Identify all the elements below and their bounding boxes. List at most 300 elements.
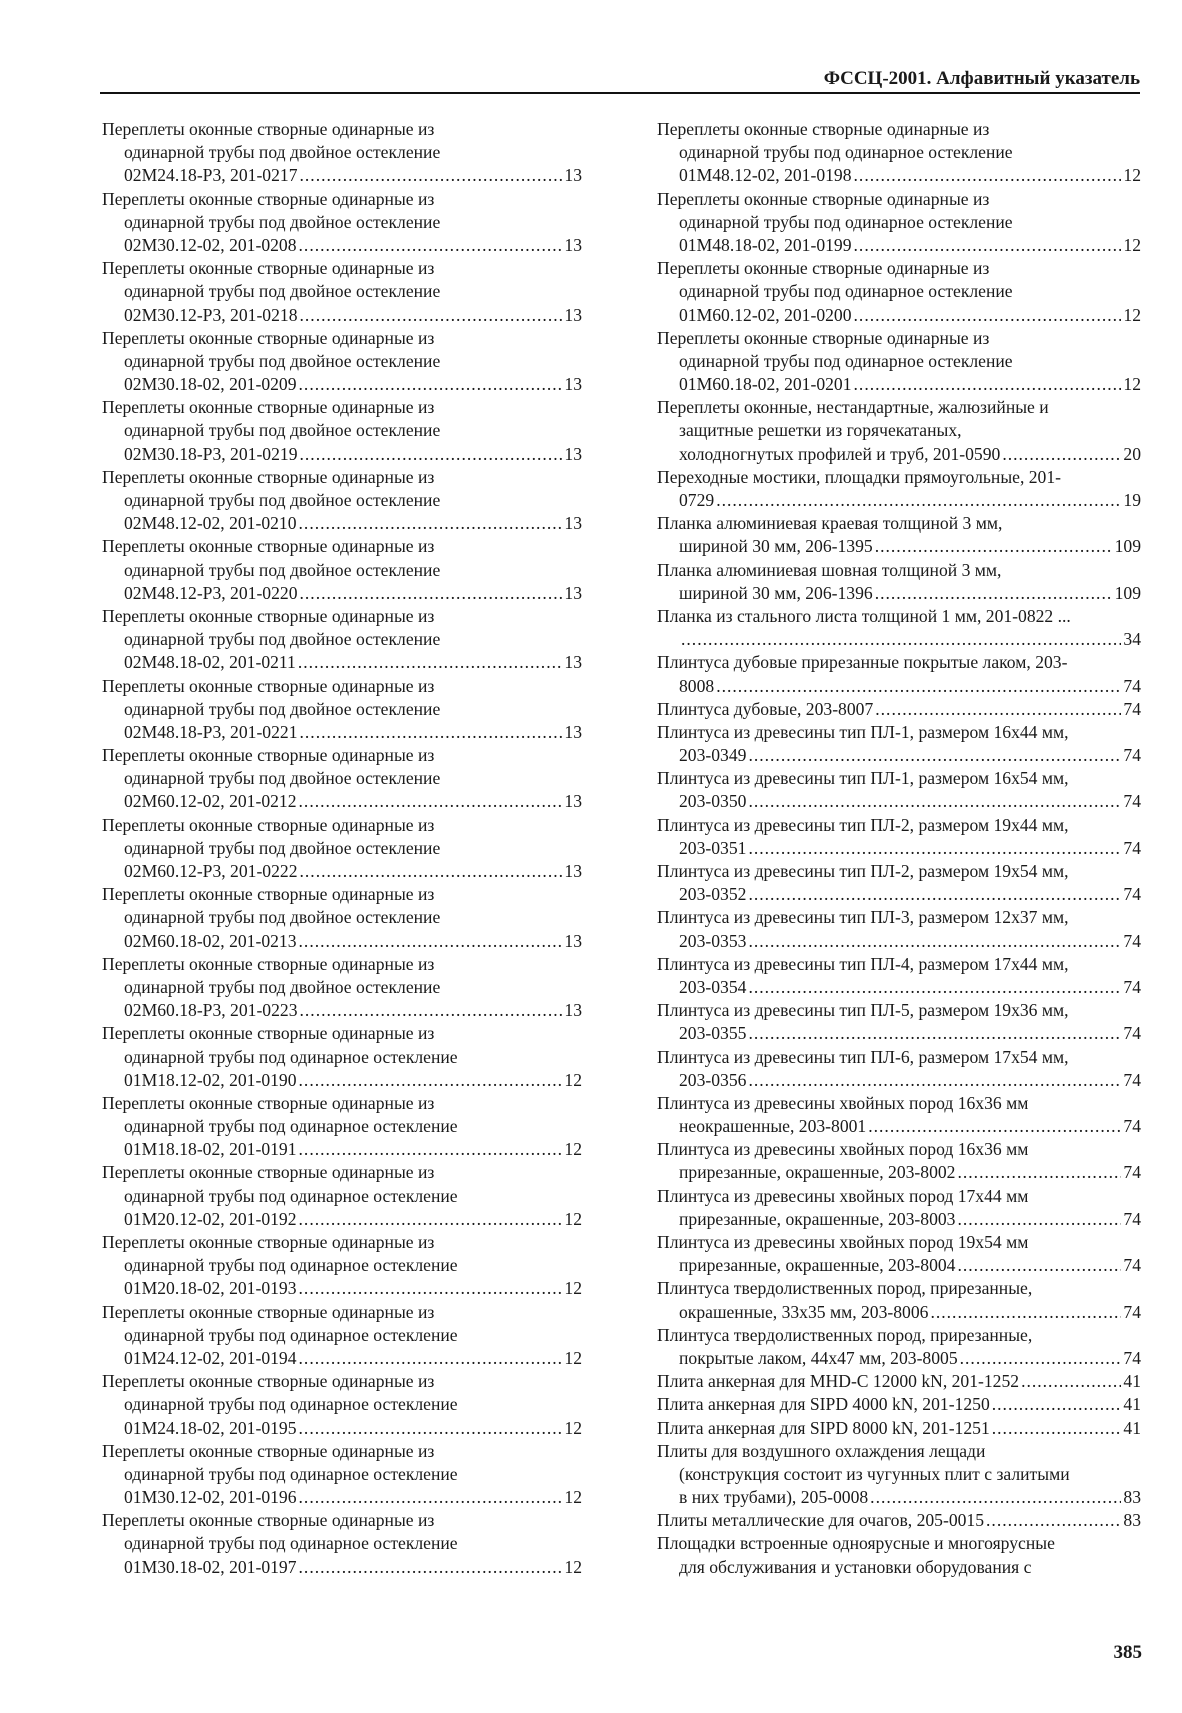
entry-text-line: одинарной трубы под двойное остекление: [124, 211, 441, 232]
index-entry: [102, 883, 582, 953]
index-entry: [657, 999, 1141, 1045]
index-entry: [102, 466, 582, 536]
entry-code: 01М60.18-02, 201-0201: [679, 374, 852, 395]
index-entry: [102, 257, 582, 327]
entry-code: 203-0352: [679, 884, 747, 905]
entry-last-line: [102, 304, 582, 327]
header-title: ФССЦ-2001. Алфавитный указатель: [823, 68, 1140, 89]
entry-text-line: Плинтуса из древесины тип ПЛ-2, размером 19х54 мм,: [657, 861, 1069, 881]
entry-last-line: [102, 1138, 582, 1161]
entry-text-line: Переплеты оконные створные одинарные из: [102, 188, 435, 209]
entry-text-line: Плинтуса из древесины тип ПЛ-5, размером 19х36 мм,: [657, 1000, 1069, 1021]
entry-text-line: Плинтуса из древесины тип ПЛ-2, размером 19х44 мм,: [657, 814, 1069, 835]
entry-last-line: [102, 234, 582, 257]
index-entry: [102, 1161, 582, 1231]
entry-text-line: Переплеты оконные створные одинарные из: [102, 1162, 435, 1183]
entry-page-number: 34: [1123, 629, 1141, 650]
entry-code: Плита анкерная для SIPD 4000 kN, 201-1250: [657, 1394, 990, 1415]
entry-last-line: [657, 1370, 1141, 1393]
entry-page-number: 13: [564, 443, 582, 464]
entry-last-line: [657, 1347, 1141, 1370]
entry-last-line: [657, 790, 1141, 813]
entry-page-number: 12: [1123, 234, 1141, 255]
index-entry: [102, 1231, 582, 1301]
entry-code: окрашенные, 33х35 мм, 203-8006: [679, 1301, 929, 1322]
index-entry: [102, 535, 582, 605]
entry-text-line: одинарной трубы под одинарное остекление: [124, 1185, 458, 1206]
dot-leader: [875, 582, 1113, 605]
entry-code: 203-0355: [679, 1023, 747, 1044]
dot-leader: [299, 1347, 563, 1370]
index-entry: [657, 1509, 1141, 1532]
entry-last-line: [657, 883, 1141, 906]
entry-text-line: одинарной трубы под одинарное остекление: [124, 1046, 458, 1067]
index-entry: [102, 605, 582, 675]
dot-leader: [992, 1417, 1122, 1440]
entry-text-line: защитные решетки из горячекатаных,: [679, 420, 962, 441]
page-header: [100, 66, 1140, 94]
entry-page-number: 74: [1123, 1347, 1141, 1368]
entry-text-line: одинарной трубы под одинарное остекление: [679, 142, 1013, 163]
entry-text-line: Переплеты оконные створные одинарные из: [102, 745, 435, 766]
entry-code: 01М48.12-02, 201-0198: [679, 165, 852, 186]
entry-last-line: [657, 976, 1141, 999]
entry-page-number: 13: [564, 304, 582, 325]
entry-text-line: одинарной трубы под двойное остекление: [124, 837, 441, 858]
entry-code: 8008: [679, 675, 715, 696]
entry-code: 02М60.12-02, 201-0212: [124, 791, 297, 812]
entry-last-line: [102, 443, 582, 466]
entry-text-line: Переплеты оконные створные одинарные из: [657, 327, 990, 348]
entry-page-number: 74: [1123, 745, 1141, 766]
entry-last-line: [657, 1486, 1141, 1509]
entry-page-number: 74: [1123, 1023, 1141, 1044]
entry-text-line: Плинтуса из древесины тип ПЛ-6, размером 17х54 мм,: [657, 1046, 1069, 1067]
entry-page-number: 19: [1123, 490, 1141, 510]
dot-leader: [748, 837, 1121, 860]
entry-text-line: одинарной трубы под двойное остекление: [124, 350, 441, 371]
dot-leader: [299, 930, 563, 953]
entry-last-line: [657, 1161, 1141, 1184]
entry-code: 02М24.18-Р3, 201-0217: [124, 165, 298, 186]
entry-text-line: для обслуживания и установки оборудования с: [679, 1556, 1032, 1577]
entry-text-line: Планка из стального листа толщиной 1 мм, 201-0822 ...: [657, 605, 1071, 626]
index-entry: [657, 860, 1141, 906]
index-entry: [657, 188, 1141, 258]
entry-code: Плинтуса дубовые, 203-8007: [657, 698, 874, 719]
left-column: [102, 118, 582, 1579]
index-entry: [102, 675, 582, 745]
entry-text-line: Переплеты оконные створные одинарные из: [102, 1371, 435, 1392]
entry-text-line: одинарной трубы под одинарное остекление: [124, 1394, 458, 1415]
entry-page-number: 13: [564, 234, 582, 255]
entry-last-line: [102, 1417, 582, 1440]
index-entry: [657, 1417, 1141, 1440]
entry-text-line: одинарной трубы под одинарное остекление: [124, 1116, 458, 1137]
entry-page-number: 74: [1123, 1208, 1141, 1229]
entry-page-number: 74: [1123, 675, 1141, 696]
entry-page-number: 74: [1123, 837, 1141, 858]
dot-leader: [748, 930, 1121, 953]
entry-page-number: 74: [1123, 1069, 1141, 1090]
entry-page-number: 74: [1123, 1301, 1141, 1322]
index-entry: [657, 651, 1141, 697]
entry-page-number: 83: [1123, 1487, 1141, 1508]
entry-code: шириной 30 мм, 206-1395: [679, 536, 873, 557]
entry-page-number: 12: [1123, 374, 1141, 395]
dot-leader: [299, 790, 563, 813]
entry-last-line: [657, 1393, 1141, 1416]
index-entry: [657, 953, 1141, 999]
entry-code: 01М48.18-02, 201-0199: [679, 234, 852, 255]
dot-leader: [854, 373, 1122, 396]
dot-leader: [299, 1069, 563, 1092]
entry-text-line: одинарной трубы под одинарное остекление: [679, 350, 1013, 371]
dot-leader: [716, 675, 1121, 698]
entry-code: 02М60.18-Р3, 201-0223: [124, 1000, 298, 1021]
entry-code: 203-0351: [679, 837, 747, 858]
index-entry: [657, 327, 1141, 397]
entry-last-line: [657, 1417, 1141, 1440]
entry-text-line: одинарной трубы под одинарное остекление: [679, 281, 1013, 302]
dot-leader: [299, 373, 563, 396]
entry-text-line: Переплеты оконные створные одинарные из: [102, 1023, 435, 1044]
dot-leader: [1002, 443, 1121, 466]
dot-leader: [957, 1161, 1121, 1184]
index-entry: [657, 1277, 1141, 1323]
dot-leader: [854, 234, 1122, 257]
entry-text-line: одинарной трубы под двойное остекление: [124, 490, 441, 510]
index-entry: [657, 605, 1141, 651]
index-entry: [102, 327, 582, 397]
entry-text-line: одинарной трубы под двойное остекление: [124, 907, 441, 928]
entry-page-number: 20: [1123, 443, 1141, 464]
entry-last-line: [102, 1347, 582, 1370]
entry-code: холодногнутых профилей и труб, 201-0590: [679, 443, 1001, 464]
entry-text-line: Переплеты оконные створные одинарные из: [657, 258, 990, 279]
entry-text-line: Переплеты оконные створные одинарные из: [102, 119, 435, 139]
dot-leader: [299, 1138, 563, 1161]
dot-leader: [748, 744, 1121, 767]
page-number: 385: [1113, 1642, 1142, 1663]
entry-page-number: 83: [1123, 1510, 1141, 1531]
entry-code: 02М48.12-Р3, 201-0220: [124, 582, 298, 603]
entry-text-line: одинарной трубы под двойное остекление: [124, 420, 441, 441]
entry-code: прирезанные, окрашенные, 203-8004: [679, 1255, 956, 1276]
index-entry: [657, 1046, 1141, 1092]
entry-page-number: 41: [1123, 1417, 1141, 1438]
right-column: [657, 118, 1141, 1579]
index-entry: [657, 721, 1141, 767]
entry-page-number: 74: [1123, 976, 1141, 997]
index-entry: [102, 953, 582, 1023]
entry-last-line: [657, 489, 1141, 512]
entry-text-line: Переплеты оконные створные одинарные из: [102, 536, 435, 557]
dot-leader: [986, 1509, 1121, 1532]
entry-code: Плита анкерная для MHD-C 12000 kN, 201-1252: [657, 1371, 1020, 1392]
index-entry: [657, 466, 1141, 512]
entry-text-line: одинарной трубы под одинарное остекление: [124, 1324, 458, 1345]
entry-page-number: 12: [564, 1069, 582, 1090]
dot-leader: [870, 1486, 1121, 1509]
entry-code: в них трубами), 205-0008: [679, 1487, 869, 1508]
index-entry: [657, 1185, 1141, 1231]
dot-leader: [748, 883, 1121, 906]
entry-text-line: Переплеты оконные створные одинарные из: [102, 884, 435, 905]
entry-page-number: 74: [1123, 1116, 1141, 1137]
entry-page-number: 74: [1123, 698, 1141, 719]
index-entry: [102, 1440, 582, 1510]
entry-code: 0729: [679, 490, 715, 510]
entry-code: прирезанные, окрашенные, 203-8003: [679, 1208, 956, 1229]
entry-page-number: 74: [1123, 1255, 1141, 1276]
entry-code: Плиты металлические для очагов, 205-0015: [657, 1510, 985, 1531]
index-entry: [657, 767, 1141, 813]
index-entry: [102, 1092, 582, 1162]
entry-code: 02М60.18-02, 201-0213: [124, 930, 297, 951]
index-entry: [102, 188, 582, 258]
entry-code: 02М30.12-Р3, 201-0218: [124, 304, 298, 325]
entry-last-line: [657, 443, 1141, 466]
index-entry: [102, 814, 582, 884]
entry-page-number: 12: [564, 1556, 582, 1577]
entry-text-line: Плинтуса твердолиственных пород, прирезанные,: [657, 1278, 1033, 1299]
index-entry: [102, 118, 582, 188]
entry-text-line: Переплеты оконные створные одинарные из: [102, 814, 435, 835]
entry-text-line: одинарной трубы под одинарное остекление: [124, 1463, 458, 1484]
index-entry: [102, 1509, 582, 1579]
entry-text-line: одинарной трубы под одинарное остекление: [124, 1533, 458, 1554]
entry-page-number: 13: [564, 861, 582, 881]
entry-code: 203-0349: [679, 745, 747, 766]
entry-code: 02М48.12-02, 201-0210: [124, 513, 297, 534]
entry-code: 203-0350: [679, 791, 747, 812]
entry-text-line: Плинтуса из древесины хвойных пород 16х36 мм: [657, 1092, 1029, 1113]
entry-text-line: (конструкция состоит из чугунных плит с залитыми: [679, 1463, 1070, 1484]
entry-last-line: [102, 1556, 582, 1579]
dot-leader: [748, 1069, 1121, 1092]
entry-text-line: Переплеты оконные створные одинарные из: [102, 1510, 435, 1531]
entry-last-line: [102, 373, 582, 396]
entry-page-number: 12: [1123, 165, 1141, 186]
entry-text-line: Переплеты оконные створные одинарные из: [102, 327, 435, 348]
entry-page-number: 74: [1123, 791, 1141, 812]
entry-text-line: Переходные мостики, площадки прямоугольные, 201-: [657, 466, 1062, 487]
entry-code: 02М48.18-Р3, 201-0221: [124, 721, 298, 742]
entry-code: 01М20.18-02, 201-0193: [124, 1278, 297, 1299]
entry-code: 02М48.18-02, 201-0211: [124, 652, 296, 673]
entry-code: 01М20.12-02, 201-0192: [124, 1208, 297, 1229]
dot-leader: [748, 976, 1121, 999]
entry-last-line: [657, 744, 1141, 767]
entry-text-line: одинарной трубы под двойное остекление: [124, 768, 441, 789]
index-entry: [657, 1138, 1141, 1184]
entry-last-line: [102, 930, 582, 953]
entry-page-number: 12: [564, 1417, 582, 1438]
dot-leader: [299, 1417, 563, 1440]
index-entry: [102, 396, 582, 466]
entry-last-line: [102, 512, 582, 535]
index-entry: [102, 1301, 582, 1371]
entry-text-line: одинарной трубы под двойное остекление: [124, 629, 441, 650]
entry-last-line: [102, 1486, 582, 1509]
entry-last-line: [657, 234, 1141, 257]
entry-text-line: Переплеты оконные створные одинарные из: [102, 1232, 435, 1252]
entry-page-number: 13: [564, 930, 582, 951]
entry-last-line: [657, 1301, 1141, 1324]
dot-leader: [299, 1556, 563, 1579]
entry-last-line: [102, 721, 582, 744]
dot-leader: [299, 1486, 563, 1509]
index-entry: [657, 1231, 1141, 1277]
entry-code: 01М24.12-02, 201-0194: [124, 1347, 297, 1368]
entry-text-line: Переплеты оконные створные одинарные из: [102, 258, 435, 279]
entry-code: 01М18.12-02, 201-0190: [124, 1069, 297, 1090]
entry-text-line: Плинтуса твердолиственных пород, прирезанные,: [657, 1324, 1033, 1345]
entry-last-line: [657, 304, 1141, 327]
entry-page-number: 13: [564, 165, 582, 186]
entry-last-line: [657, 1509, 1141, 1532]
dot-leader: [300, 860, 563, 883]
entry-text-line: Переплеты оконные створные одинарные из: [102, 397, 435, 418]
dot-leader: [930, 1301, 1121, 1324]
entry-last-line: [102, 790, 582, 813]
entry-text-line: Переплеты оконные, нестандартные, жалюзийные и: [657, 397, 1049, 418]
entry-page-number: 109: [1114, 582, 1141, 603]
entry-page-number: 12: [564, 1278, 582, 1299]
index-entry: [657, 1324, 1141, 1370]
entry-page-number: 13: [564, 1000, 582, 1021]
dot-leader: [300, 999, 563, 1022]
dot-leader: [300, 582, 563, 605]
dot-leader: [854, 304, 1122, 327]
index-entry: [657, 118, 1141, 188]
entry-last-line: [102, 999, 582, 1022]
index-entry: [102, 1022, 582, 1092]
dot-leader: [716, 489, 1121, 512]
entry-page-number: 12: [564, 1347, 582, 1368]
entry-text-line: Плинтуса из древесины тип ПЛ-1, размером 16х54 мм,: [657, 768, 1069, 789]
entry-page-number: 12: [564, 1487, 582, 1508]
dot-leader: [298, 651, 563, 674]
entry-last-line: [657, 1115, 1141, 1138]
index-entry: [657, 512, 1141, 558]
entry-text-line: Площадки встроенные одноярусные и многоярусные: [657, 1533, 1055, 1554]
dot-leader: [957, 1254, 1121, 1277]
index-entry: [657, 559, 1141, 605]
entry-code: 01М30.18-02, 201-0197: [124, 1556, 297, 1577]
entry-code: 02М60.12-Р3, 201-0222: [124, 861, 298, 881]
entry-page-number: 41: [1123, 1394, 1141, 1415]
entry-code: 01М24.18-02, 201-0195: [124, 1417, 297, 1438]
entry-last-line: [102, 1069, 582, 1092]
entry-text-line: Плиты для воздушного охлаждения лещади: [657, 1440, 986, 1461]
entry-text-line: одинарной трубы под двойное остекление: [124, 142, 441, 163]
index-entry: [657, 1092, 1141, 1138]
index-entry: [657, 257, 1141, 327]
entry-code: прирезанные, окрашенные, 203-8002: [679, 1162, 956, 1183]
dot-leader: [1021, 1370, 1121, 1393]
dot-leader: [299, 1277, 563, 1300]
index-entry: [657, 1393, 1141, 1416]
dot-leader: [875, 535, 1113, 558]
entry-text-line: Переплеты оконные створные одинарные из: [102, 1301, 435, 1322]
entry-text-line: Переплеты оконные створные одинарные из: [102, 675, 435, 696]
index-entry: [657, 1440, 1141, 1510]
dot-leader: [299, 512, 563, 535]
entry-page-number: 13: [564, 513, 582, 534]
entry-page-number: 13: [564, 721, 582, 742]
entry-text-line: одинарной трубы под одинарное остекление: [679, 211, 1013, 232]
entry-last-line: [102, 651, 582, 674]
entry-code: 02М30.12-02, 201-0208: [124, 234, 297, 255]
entry-code: 01М30.12-02, 201-0196: [124, 1487, 297, 1508]
index-entry: [657, 906, 1141, 952]
entry-last-line: [102, 1208, 582, 1231]
entry-text-line: Плинтуса из древесины хвойных пород 16х36 мм: [657, 1139, 1029, 1160]
entry-code: 203-0354: [679, 976, 747, 997]
entry-page-number: 13: [564, 652, 582, 673]
dot-leader: [875, 698, 1121, 721]
index-entry: [102, 1370, 582, 1440]
entry-last-line: [657, 582, 1141, 605]
entry-code: покрытые лаком, 44х47 мм, 203-8005: [679, 1347, 958, 1368]
entry-page-number: 13: [564, 582, 582, 603]
entry-last-line: [657, 535, 1141, 558]
entry-code: 203-0356: [679, 1069, 747, 1090]
entry-text-line: одинарной трубы под двойное остекление: [124, 698, 441, 719]
dot-leader: [300, 304, 563, 327]
entry-code: 01М18.18-02, 201-0191: [124, 1139, 297, 1160]
entry-text-line: одинарной трубы под одинарное остекление: [124, 1255, 458, 1276]
entry-text-line: Плинтуса из древесины тип ПЛ-1, размером 16х44 мм,: [657, 721, 1069, 742]
dot-leader: [748, 1022, 1121, 1045]
index-entry: [657, 698, 1141, 721]
entry-page-number: 13: [564, 791, 582, 812]
entry-last-line: [102, 164, 582, 187]
dot-leader: [299, 1208, 563, 1231]
dot-leader: [748, 790, 1121, 813]
entry-text-line: Переплеты оконные створные одинарные из: [102, 605, 435, 626]
entry-text-line: Переплеты оконные створные одинарные из: [102, 1092, 435, 1113]
entry-text-line: Плинтуса из древесины тип ПЛ-4, размером 17х44 мм,: [657, 953, 1069, 974]
dot-leader: [300, 721, 563, 744]
index-entry: [657, 396, 1141, 466]
dot-leader: [957, 1208, 1121, 1231]
entry-last-line: [102, 860, 582, 883]
entry-last-line: [657, 1022, 1141, 1045]
entry-text-line: Плинтуса из древесины хвойных пород 17х44 мм: [657, 1185, 1029, 1206]
entry-page-number: 41: [1123, 1371, 1141, 1392]
entry-code: 203-0353: [679, 930, 747, 951]
dot-leader: [854, 164, 1122, 187]
entry-text-line: Планка алюминиевая шовная толщиной 3 мм,: [657, 559, 1002, 580]
entry-text-line: Плинтуса дубовые прирезанные покрытые лаком, 203-: [657, 652, 1068, 673]
entry-text-line: одинарной трубы под двойное остекление: [124, 559, 441, 580]
entry-text-line: одинарной трубы под двойное остекление: [124, 976, 441, 997]
entry-page-number: 74: [1123, 1162, 1141, 1183]
entry-page-number: 12: [564, 1208, 582, 1229]
index-entry: [657, 1532, 1141, 1578]
entry-page-number: 109: [1114, 536, 1141, 557]
entry-code: 02М30.18-Р3, 201-0219: [124, 443, 298, 464]
entry-page-number: 12: [1123, 304, 1141, 325]
dot-leader: [960, 1347, 1122, 1370]
dot-leader: [992, 1393, 1122, 1416]
entry-last-line: [657, 1254, 1141, 1277]
entry-last-line: [657, 1069, 1141, 1092]
entry-text-line: Переплеты оконные створные одинарные из: [657, 119, 990, 139]
